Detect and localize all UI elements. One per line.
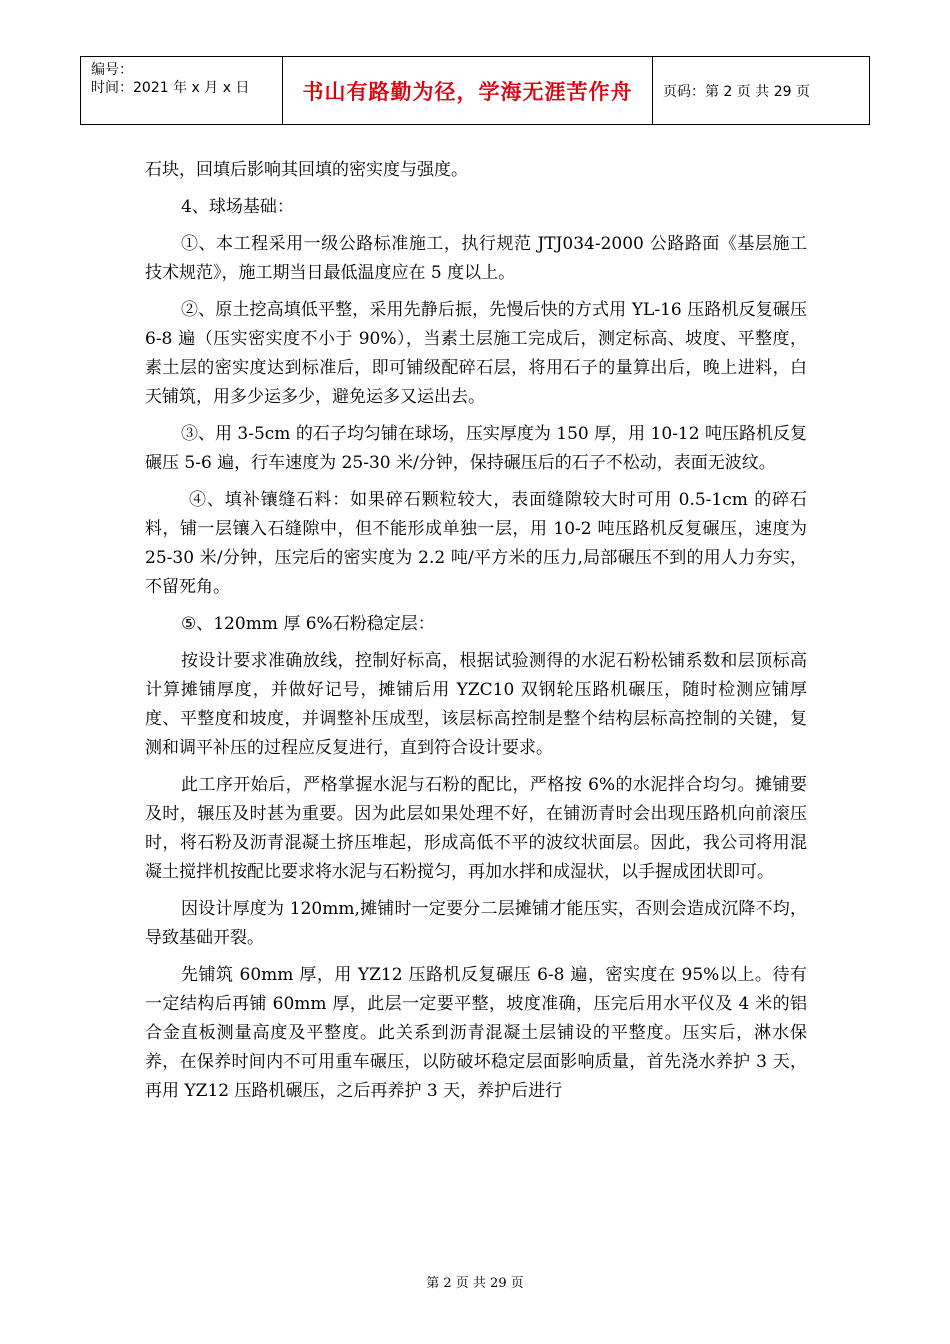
document-number-label: 编号：	[91, 62, 133, 78]
header-page-label: 页码：第 2 页 共 29 页	[663, 83, 810, 100]
paragraph: 先铺筑 60mm 厚，用 YZ12 压路机反复碾压 6-8 遍，密实度在 95%以上。待有一定结构后再铺 60mm 厚，此层一定要平整，坡度准确，压完后用水平仪及 4 米的铝合金直板测量高度及平整度。此关系到沥青混凝土层铺设的平整度。压实后，淋水保养，在保养时间内不可用重车碾压，以防破坏稳定层面影响质量，首先浇水养护 3 天，再用 YZ12 压路机碾压，之后再养护 3 天，养护后进行	[145, 965, 807, 1101]
paragraph: 此工序开始后，严格掌握水泥与石粉的配比，严格按 6%的水泥拌合均匀。摊铺要及时，辗压及时甚为重要。因为此层如果处理不好，在铺沥青时会出现压路机向前滚压时，将石粉及沥青混凝土挤压堆起，形成高低不平的波纹状面层。因此，我公司将用混凝土搅拌机按配比要求将水泥与石粉搅匀，再加水拌和成湿状，以手握成团状即可。	[145, 775, 807, 882]
section-heading: ⑤、120mm 厚 6%石粉稳定层：	[181, 614, 435, 634]
document-header	[80, 56, 870, 125]
document-body	[145, 156, 807, 1106]
paragraph: ①、本工程采用一级公路标准施工，执行规范 JTJ034-2000 公路路面《基层施工技术规范》，施工期当日最低温度应在 5 度以上。	[145, 234, 807, 283]
document-time-label: 时间：2021 年 x 月 x 日	[91, 80, 250, 96]
paragraph: ④、填补镶缝石料：如果碎石颗粒较大，表面缝隙较大时可用 0.5-1cm 的碎石料，铺一层镶入石缝隙中，但不能形成单独一层，用 10-2 吨压路机反复碾压，速度为 25-30 米/分钟，压完后的密实度为 2.2 吨/平方米的压力,局部碾压不到的用人力夯实，不留死角。	[145, 490, 807, 597]
paragraph: 石块，回填后影响其回填的密实度与强度。	[145, 160, 468, 180]
header-meta-cell	[81, 57, 283, 124]
paragraph: 按设计要求准确放线，控制好标高，根据试验测得的水泥石粉松铺系数和层顶标高计算摊铺厚度，并做好记号，摊铺后用 YZC10 双钢轮压路机碾压，随时检测应铺厚度、平整度和坡度，并调整补压成型，该层标高控制是整个结构层标高控制的关键，复测和调平补压的过程应反复进行，直到符合设计要求。	[145, 651, 807, 758]
page-footer: 第 2 页 共 29 页	[426, 1276, 524, 1291]
paragraph: ②、原土挖高填低平整，采用先静后振，先慢后快的方式用 YL-16 压路机反复碾压 6-8 遍（压实密实度不小于 90%），当素土层施工完成后，测定标高、坡度、平整度，素土层的密实度达到标准后，即可铺级配碎石层，将用石子的量算出后，晚上进料，白天铺筑，用多少运多少，避免运多又运出去。	[145, 300, 807, 407]
header-motto: 书山有路勤为径，学海无涯苦作舟	[283, 57, 653, 124]
paragraph: ③、用 3-5cm 的石子均匀铺在球场，压实厚度为 150 厚，用 10-12 吨压路机反复碾压 5-6 遍，行车速度为 25-30 米/分钟，保持碾压后的石子不松动，表面无波纹。	[145, 424, 807, 473]
paragraph: 因设计厚度为 120mm,摊铺时一定要分二层摊铺才能压实，否则会造成沉降不均，导致基础开裂。	[145, 899, 807, 948]
section-heading: 4、球场基础：	[181, 197, 294, 217]
